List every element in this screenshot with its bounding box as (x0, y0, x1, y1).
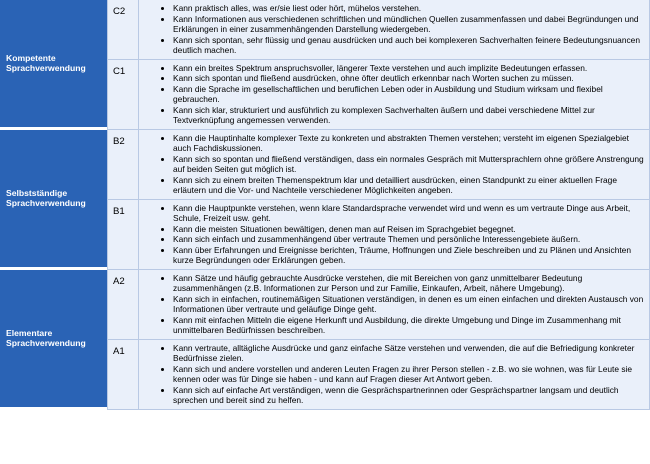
level-code: B1 (107, 200, 138, 270)
level-descriptors (138, 0, 650, 60)
descriptor-item: • Kann praktisch alles, was er/sie liest oder hört, mühelos verstehen. (173, 3, 645, 14)
descriptor-list (139, 340, 649, 409)
descriptor-list (139, 60, 649, 129)
level-code: A2 (107, 270, 138, 340)
descriptor-item: • Kann sich so spontan und fließend verständigen, dass ein normales Gespräch mit Muttersprachlern ohne größere Anstrengung auf beiden Seiten gut möglich ist. (173, 154, 645, 175)
descriptor-item: • Kann sich spontan, sehr flüssig und genau ausdrücken und auch bei komplexeren Sachverhalten feinere Bedeutungsnuancen deutlich machen. (173, 35, 645, 56)
descriptor-item: • Kann die Hauptpunkte verstehen, wenn klare Standardsprache verwendet wird und wenn es um vertraute Dinge aus Arbeit, Schule, Freizeit usw. geht. (173, 203, 645, 224)
descriptor-list (139, 130, 649, 199)
descriptor-item: • Kann Informationen aus verschiedenen schriftlichen und mündlichen Quellen zusammenfassen und dabei Begründungen und Erklärungen in einer zusammenhängenden Darstellung wiedergeben. (173, 14, 645, 35)
descriptor-item: • Kann sich auf einfache Art verständigen, wenn die Gesprächspartnerinnen oder Gesprächspartner langsam und deutlich sprechen und bereit sind zu helfen. (173, 385, 645, 406)
group-label-kompetente: Kompetente Sprachverwendung (0, 0, 107, 130)
descriptor-item: • Kann die meisten Situationen bewältigen, denen man auf Reisen im Sprachgebiet begegnet. (173, 224, 645, 235)
descriptor-item: • Kann sich klar, strukturiert und ausführlich zu komplexen Sachverhalten äußern und dabei verschiedene Mittel zur Textverknüpfung angemessen verwenden. (173, 105, 645, 126)
descriptor-item: • Kann ein breites Spektrum anspruchsvoller, längerer Texte verstehen und auch implizite Bedeutungen erfassen. (173, 63, 645, 74)
level-descriptors (138, 270, 650, 340)
descriptor-list (139, 0, 649, 59)
level-row-a2 (0, 270, 650, 340)
descriptor-item: • Kann mit einfachen Mitteln die eigene Herkunft und Ausbildung, die direkte Umgebung und Dinge im Zusammenhang mit unmittelbaren Bedürfnissen beschreiben. (173, 315, 645, 336)
descriptor-list (139, 270, 649, 339)
level-descriptors (138, 130, 650, 200)
group-label-selbststaendige: Selbstständige Sprachverwendung (0, 130, 107, 270)
level-code: C2 (107, 0, 138, 60)
level-code: A1 (107, 340, 138, 410)
descriptor-item: • Kann sich zu einem breiten Themenspektrum klar und detailliert ausdrücken, einen Standpunkt zu einer aktuellen Frage erläutern und die Vor- und Nachteile verschiedener Möglichkeiten angeben. (173, 175, 645, 196)
level-code: B2 (107, 130, 138, 200)
descriptor-item: • Kann die Hauptinhalte komplexer Texte zu konkreten und abstrakten Themen verstehen; versteht im eigenen Spezialgebiet auch Fachdiskussionen. (173, 133, 645, 154)
descriptor-item: • Kann die Sprache im gesellschaftlichen und beruflichen Leben oder in Ausbildung und Studium wirksam und flexibel gebrauchen. (173, 84, 645, 105)
descriptor-item: • Kann sich und andere vorstellen und anderen Leuten Fragen zu ihrer Person stellen - z.B. wo sie wohnen, was für Leute sie kennen oder was für Dinge sie haben - und kann auf Fragen dieser Art Antwort geben. (173, 364, 645, 385)
level-descriptors (138, 340, 650, 410)
descriptor-item: • Kann vertraute, alltägliche Ausdrücke und ganz einfache Sätze verstehen und verwenden, die auf die Befriedigung konkreter Bedürfnisse zielen. (173, 343, 645, 364)
descriptor-list (139, 200, 649, 269)
level-row-c2 (0, 0, 650, 60)
descriptor-item: • Kann über Erfahrungen und Ereignisse berichten, Träume, Hoffnungen und Ziele beschreiben und zu Plänen und Ansichten kurze Begründungen oder Erklärungen geben. (173, 245, 645, 266)
descriptor-item: • Kann sich einfach und zusammenhängend über vertraute Themen und persönliche Interessengebiete äußern. (173, 234, 645, 245)
level-row-b2 (0, 130, 650, 200)
descriptor-item: • Kann sich spontan und fließend ausdrücken, ohne öfter deutlich erkennbar nach Worten suchen zu müssen. (173, 73, 645, 84)
descriptor-item: • Kann sich in einfachen, routinemäßigen Situationen verständigen, in denen es um einen einfachen und direkten Austausch von Informationen über vertraute und geläufige Dinge geht. (173, 294, 645, 315)
level-descriptors (138, 200, 650, 270)
level-code: C1 (107, 60, 138, 130)
descriptor-item: • Kann Sätze und häufig gebrauchte Ausdrücke verstehen, die mit Bereichen von ganz unmittelbarer Bedeutung zusammenhängen (z.B. Informationen zur Person und zur Familie, Einkaufen, Arbeit, nähere Umgebung). (173, 273, 645, 294)
level-descriptors (138, 60, 650, 130)
group-label-elementare: Elementare Sprachverwendung (0, 270, 107, 410)
